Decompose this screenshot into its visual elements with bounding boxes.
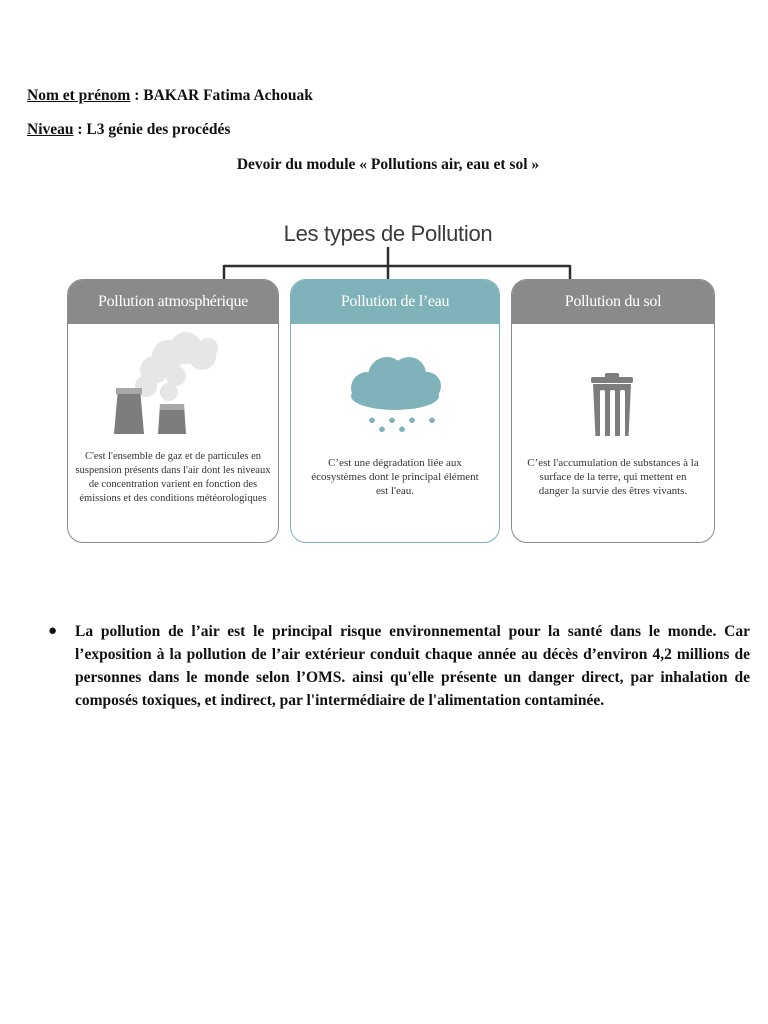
- name-value: BAKAR Fatima Achouak: [143, 87, 313, 104]
- air-pollution-card: [67, 279, 279, 543]
- bullet-paragraph: [48, 620, 750, 712]
- level-line: [27, 121, 230, 139]
- paragraph-text: La pollution de l’air est le principal risque environnemental pour la santé dans le monde. Car l’exposition à la pollution de l’air extérieur conduit chaque année au décès d’environ 4,2 millions de personnes dans le monde selon l’OMS. ainsi qu'elle présente un danger direct, par inhalation de composés toxiques, et indirect, par l'intermédiaire de l'alimentation contaminée.: [75, 623, 750, 709]
- soil-pollution-description: C’est l'accumulation de substances à la surface de la terre, qui mettent en danger la survie des êtres vivants.: [527, 457, 699, 497]
- level-value: L3 génie des procédés: [86, 121, 231, 138]
- connector-lines: [60, 210, 720, 290]
- assignment-title: Devoir du module « Pollutions air, eau et sol »: [236, 156, 540, 173]
- name-line: [27, 87, 313, 105]
- level-separator: :: [73, 121, 87, 138]
- name-label: Nom et prénom: [27, 87, 131, 104]
- air-pollution-card-title: Pollution atmosphérique: [68, 280, 278, 324]
- air-pollution-description: C'est l'ensemble de gaz et de particules en suspension présents dans l'air dont les niveaux de concentration varient en fonction des émissions et des conditions météorologiques: [75, 451, 271, 504]
- infographic-title: Les types de Pollution: [283, 221, 493, 246]
- water-pollution-card: [290, 279, 500, 543]
- water-pollution-card-title: Pollution de l’eau: [291, 280, 499, 324]
- rain-cloud-icon: [291, 326, 499, 436]
- level-label: Niveau: [27, 121, 74, 138]
- bullet-dot: ●: [48, 623, 58, 639]
- factory-smoke-icon: [68, 326, 278, 436]
- water-pollution-description: C’est une dégradation liée aux écosystèmes dont le principal élément est l'eau.: [311, 457, 479, 497]
- pollution-types-infographic: [60, 210, 720, 550]
- trash-can-icon: [512, 326, 714, 436]
- soil-pollution-card: [511, 279, 715, 543]
- name-separator: :: [130, 87, 144, 104]
- soil-pollution-card-title: Pollution du sol: [512, 280, 714, 324]
